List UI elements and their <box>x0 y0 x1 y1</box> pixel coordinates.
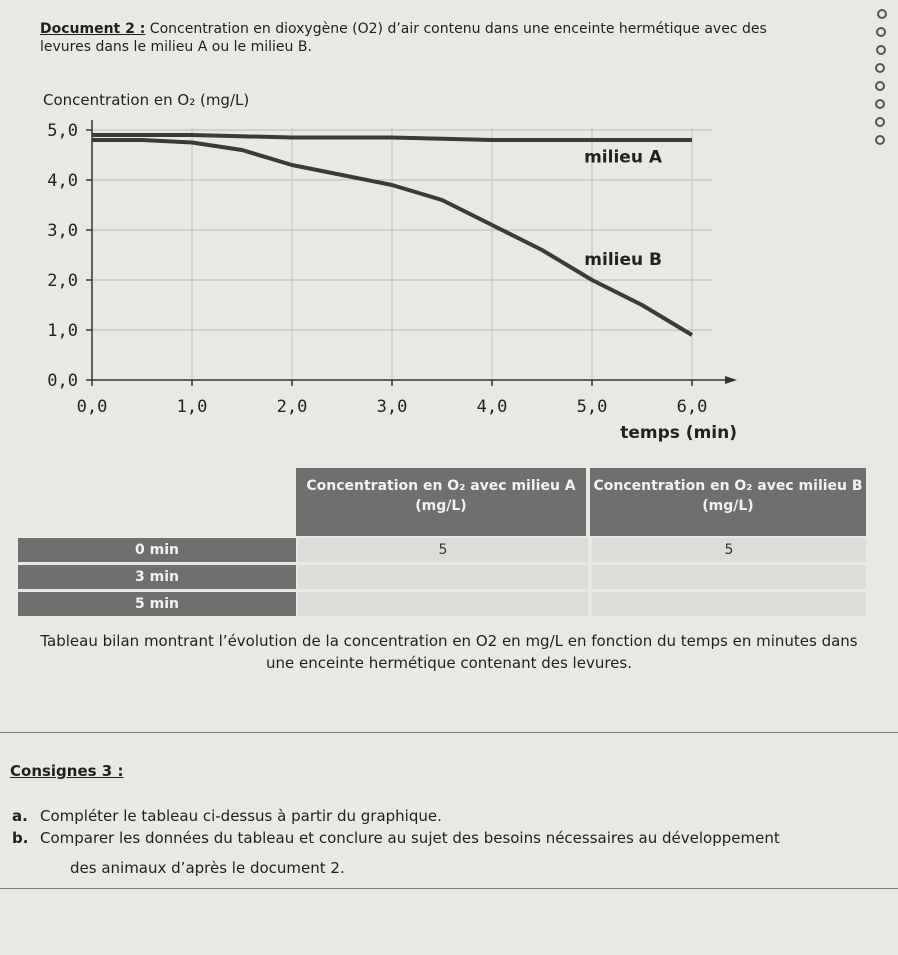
x-axis-label: temps (min) <box>620 423 737 443</box>
consigne-b-text: Comparer les données du tableau et conclure au sujet des besoins nécessaires au développement <box>40 829 780 847</box>
y-tick-label: 5,0 <box>47 121 78 141</box>
notebook-spiral-icon <box>868 0 896 160</box>
table-header-milieu-b: Concentration en O₂ avec milieu B (mg/L) <box>590 468 866 536</box>
x-tick-label: 2,0 <box>276 397 308 417</box>
document-title <box>40 20 800 56</box>
table-caption: Tableau bilan montrant l’évolution de la concentration en O2 en mg/L en fonction du temps en minutes dans une enceinte hermétique contenant des levures. <box>40 632 858 672</box>
table-cell-0min-milieu-b[interactable]: 5 <box>592 538 866 562</box>
table-cell-5min-milieu-b[interactable] <box>592 592 866 616</box>
y-tick-label: 3,0 <box>47 221 78 241</box>
y-tick-label: 2,0 <box>47 271 78 291</box>
consigne-b-continued: des animaux d’après le document 2. <box>70 859 345 877</box>
y-tick-label: 1,0 <box>47 321 78 341</box>
table-cell-5min-milieu-a[interactable] <box>298 592 588 616</box>
document-title-line1: Concentration en dioxygène (O2) d’air contenu dans une enceinte hermétique avec des <box>149 21 767 37</box>
series-label-milieu-b: milieu B <box>584 250 662 270</box>
table-row-label-3min: 3 min <box>18 565 296 589</box>
x-tick-label: 5,0 <box>576 397 608 417</box>
y-tick-label: 0,0 <box>47 371 78 391</box>
chart-y-axis-label: Concentration en O₂ (mg/L) <box>43 91 250 109</box>
oxygen-concentration-chart <box>20 112 800 452</box>
x-tick-label: 4,0 <box>476 397 508 417</box>
table-row-label-5min: 5 min <box>18 592 296 616</box>
x-tick-label: 1,0 <box>176 397 208 417</box>
section-divider-top <box>0 732 898 733</box>
consigne-b <box>12 828 896 849</box>
consigne-a <box>12 806 872 827</box>
x-tick-label: 6,0 <box>676 397 708 417</box>
consigne-a-text: Compléter le tableau ci-dessus à partir du graphique. <box>40 807 442 825</box>
series-label-milieu-a: milieu A <box>584 147 662 168</box>
series-line-milieu-a <box>92 135 692 140</box>
table-cell-3min-milieu-a[interactable] <box>298 565 588 589</box>
x-axis-arrow-icon <box>725 376 737 384</box>
table-cell-3min-milieu-b[interactable] <box>592 565 866 589</box>
section-divider-bottom <box>0 888 898 889</box>
document-title-line2: levures dans le milieu A ou le milieu B. <box>40 39 312 55</box>
document-label: Document 2 : <box>40 21 146 37</box>
summary-table <box>18 468 866 618</box>
x-tick-label: 3,0 <box>376 397 408 417</box>
table-header-milieu-a: Concentration en O₂ avec milieu A (mg/L) <box>296 468 588 536</box>
y-tick-label: 4,0 <box>47 171 78 191</box>
consignes-title: Consignes 3 : <box>10 762 124 780</box>
table-cell-0min-milieu-a[interactable]: 5 <box>298 538 588 562</box>
consigne-b-letter: b. <box>12 829 29 847</box>
x-tick-label: 0,0 <box>76 397 108 417</box>
table-row-label-0min: 0 min <box>18 538 296 562</box>
consigne-a-letter: a. <box>12 807 28 825</box>
